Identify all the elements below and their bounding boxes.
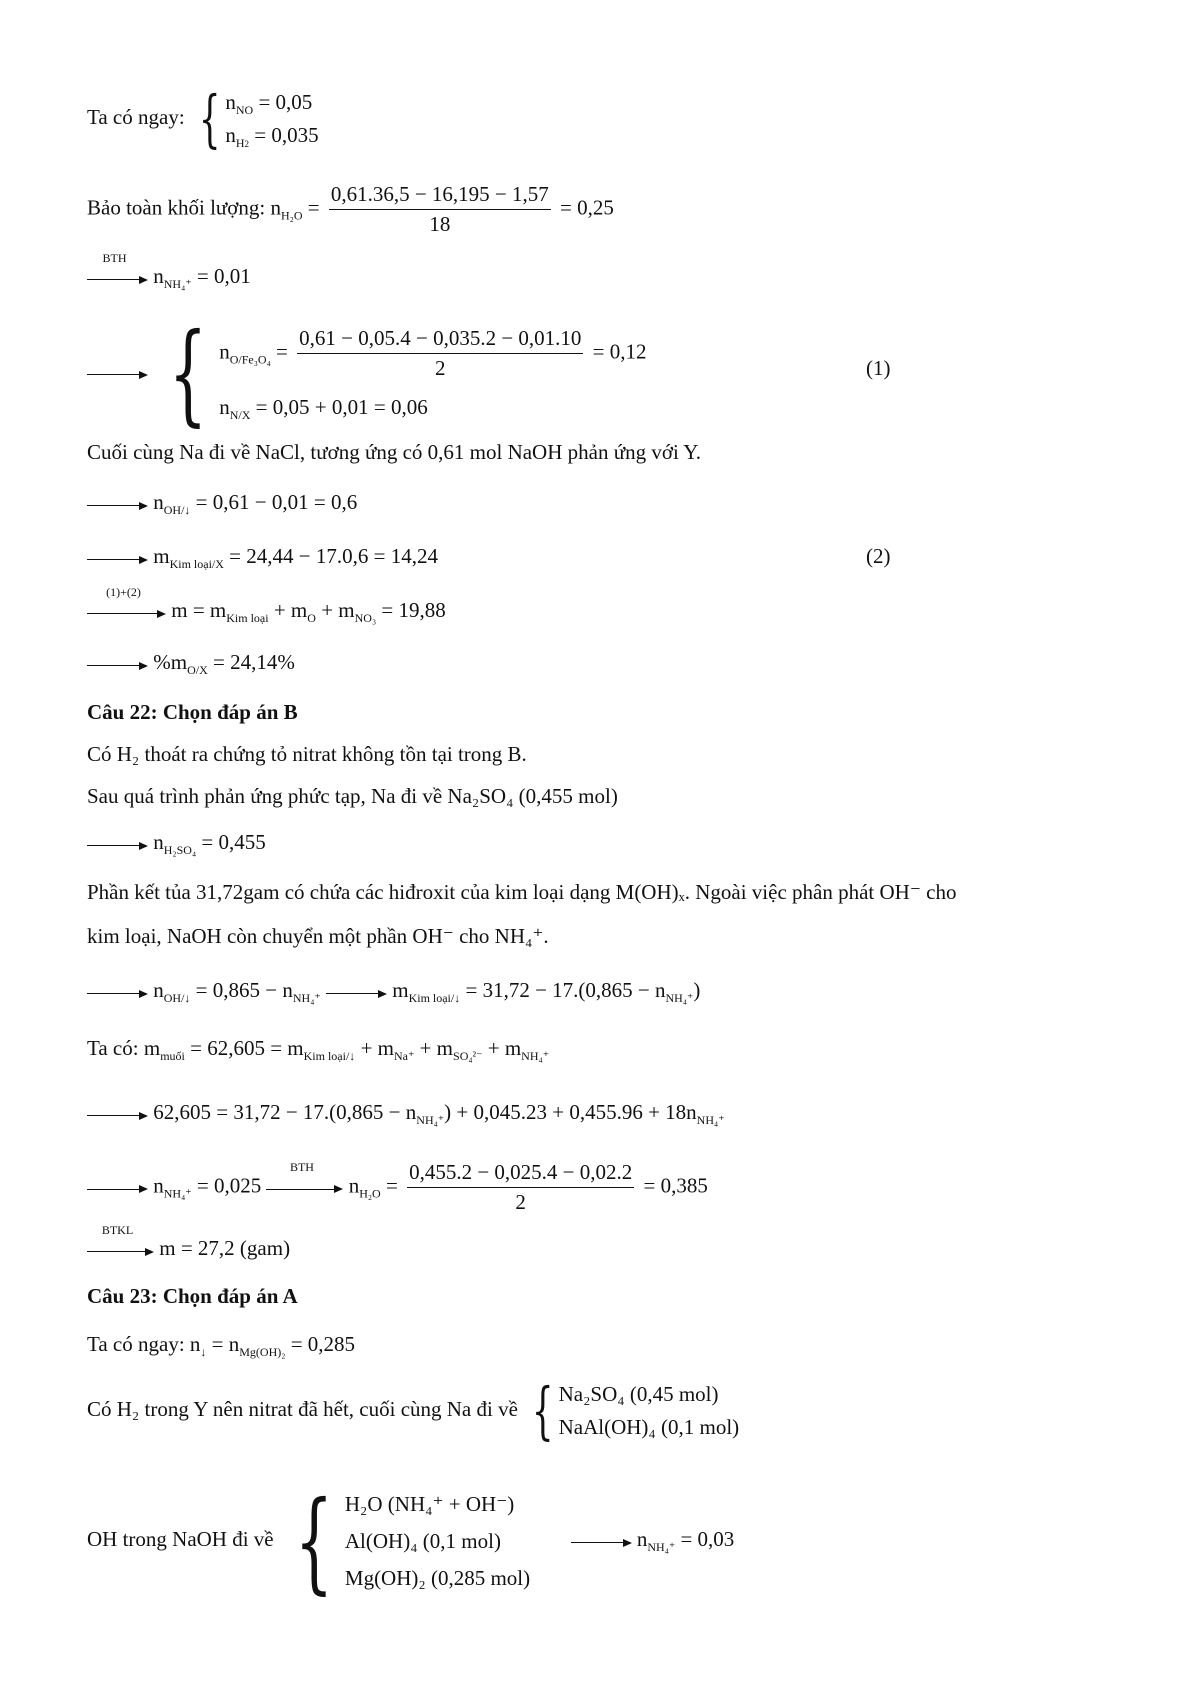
line-12: Ta có: $m_{muối} = 62,605 = m_{Kim loại/↓} + m_{Na^+} + m_{SO_4^{2-}} + m_{NH_4^+}$ xyxy=(87,1036,550,1063)
fraction: $\frac{0,61.36,5 - 16,195 - 1,57}{18}$ xyxy=(330,182,549,236)
line-1 xyxy=(87,82,319,155)
line-10: $n_{H_2SO_4} = 0,455$ xyxy=(87,830,266,857)
text-22a: Có H₂ thoát ra chứng tỏ nitrat không tồn tại trong B. xyxy=(87,742,527,766)
line-4 xyxy=(87,309,647,437)
system-brace: { $n_{O/Fe_3O_4}$ = $\frac{0,61 - 0,05.4 - 0,035.2 - 0,01.10}{2}$ = 0,12 $n_{N/X} = 0,05 + 0,01 = 0,06$ xyxy=(169,309,647,437)
text-22c: Phần kết tủa 31,72gam có chứa các hiđroxit của kim loại dạng M(OH)ₓ. Ngoài việc phân phát OH⁻ cho xyxy=(87,880,957,904)
line-5: Cuối cùng Na đi về NaCl, tương ứng có 0,61 mol NaOH phản ứng với Y. xyxy=(87,440,701,464)
heading-cau-23: Câu 23: Chọn đáp án A xyxy=(87,1284,298,1308)
system-brace: { Na₂SO₄ (0,45 mol) NaAl(OH)₄ (0,1 mol) xyxy=(532,1374,740,1447)
line-11: $n_{OH/↓} = 0,865 - n_{NH_4^+}$ $m_{Kim loại/↓} = 31,72 - 17.(0,865 - n_{NH_4^+})$ xyxy=(87,978,700,1005)
line-15: BTKL m = 27,2 (gam) xyxy=(87,1236,290,1263)
line-7: $m_{Kim loại/X} = 24,44 - 17.0,6 = 14,24$ xyxy=(87,544,438,571)
equation-tag-1: (1) xyxy=(866,356,891,380)
text: Ta có ngay: xyxy=(87,104,185,129)
line-17: Có H₂ trong Y nên nitrat đã hết, cuối cùng Na đi về { Na₂SO₄ (0,45 mol) NaAl(OH)₄ (0,1 mol) xyxy=(87,1374,740,1447)
system-brace: { $n_{NO} = 0,05$ $n_{H2} = 0,035$ xyxy=(198,82,319,155)
line-16: Ta có ngay: $n_↓ = n_{Mg(OH)_2} = 0,285$ xyxy=(87,1332,356,1359)
line-8: (1)+(2) $m = m_{Kim loại} + m_O + m_{NO_3} = 19,88$ xyxy=(87,598,446,625)
line-13: $62,605 = 31,72 - 17.(0,865 - n_{NH_4^+}) + 0,045.23 + 0,455.96 + 18n_{NH_4^+}$ xyxy=(87,1100,725,1127)
line-6: $n_{OH/↓} = 0,61 - 0,01 = 0,6$ xyxy=(87,490,357,517)
text-22b: Sau quá trình phản ứng phức tạp, Na đi về Na₂SO₄ (0,455 mol) xyxy=(87,784,618,808)
line-14: $n_{NH_4^+} = 0,025$ BTH $n_{H_2O}$ = $\frac{0,455.2 - 0,025.4 - 0,02.2}{2}$ = 0,385 xyxy=(87,1160,708,1215)
system-brace: { H₂O (NH₄⁺ + OH⁻) Al(OH)₄ (0,1 mol) Mg(OH)₂ (0,285 mol) xyxy=(294,1477,531,1605)
line-18: OH trong NaOH đi về { H₂O (NH₄⁺ + OH⁻) Al(OH)₄ (0,1 mol) Mg(OH)₂ (0,285 mol) $n_{NH_4^+} = 0,03$ xyxy=(87,1477,735,1605)
arrow-bth: BTH xyxy=(87,266,148,291)
text-22d: kim loại, NaOH còn chuyển một phần OH⁻ cho NH₄⁺. xyxy=(87,924,549,948)
line-9: $\%m_{O/X} = 24,14\%$ xyxy=(87,650,295,677)
line-3: BTH $n_{NH_4^+} = 0,01$ xyxy=(87,264,251,291)
equation-tag-2: (2) xyxy=(866,544,891,568)
line-2: Bảo toàn khối lượng: $n_{H_2O}$ = $\frac{0,61.36,5 - 16,195 - 1,57}{18}$ = 0,25 xyxy=(87,182,614,236)
heading-cau-22: Câu 22: Chọn đáp án B xyxy=(87,700,298,724)
